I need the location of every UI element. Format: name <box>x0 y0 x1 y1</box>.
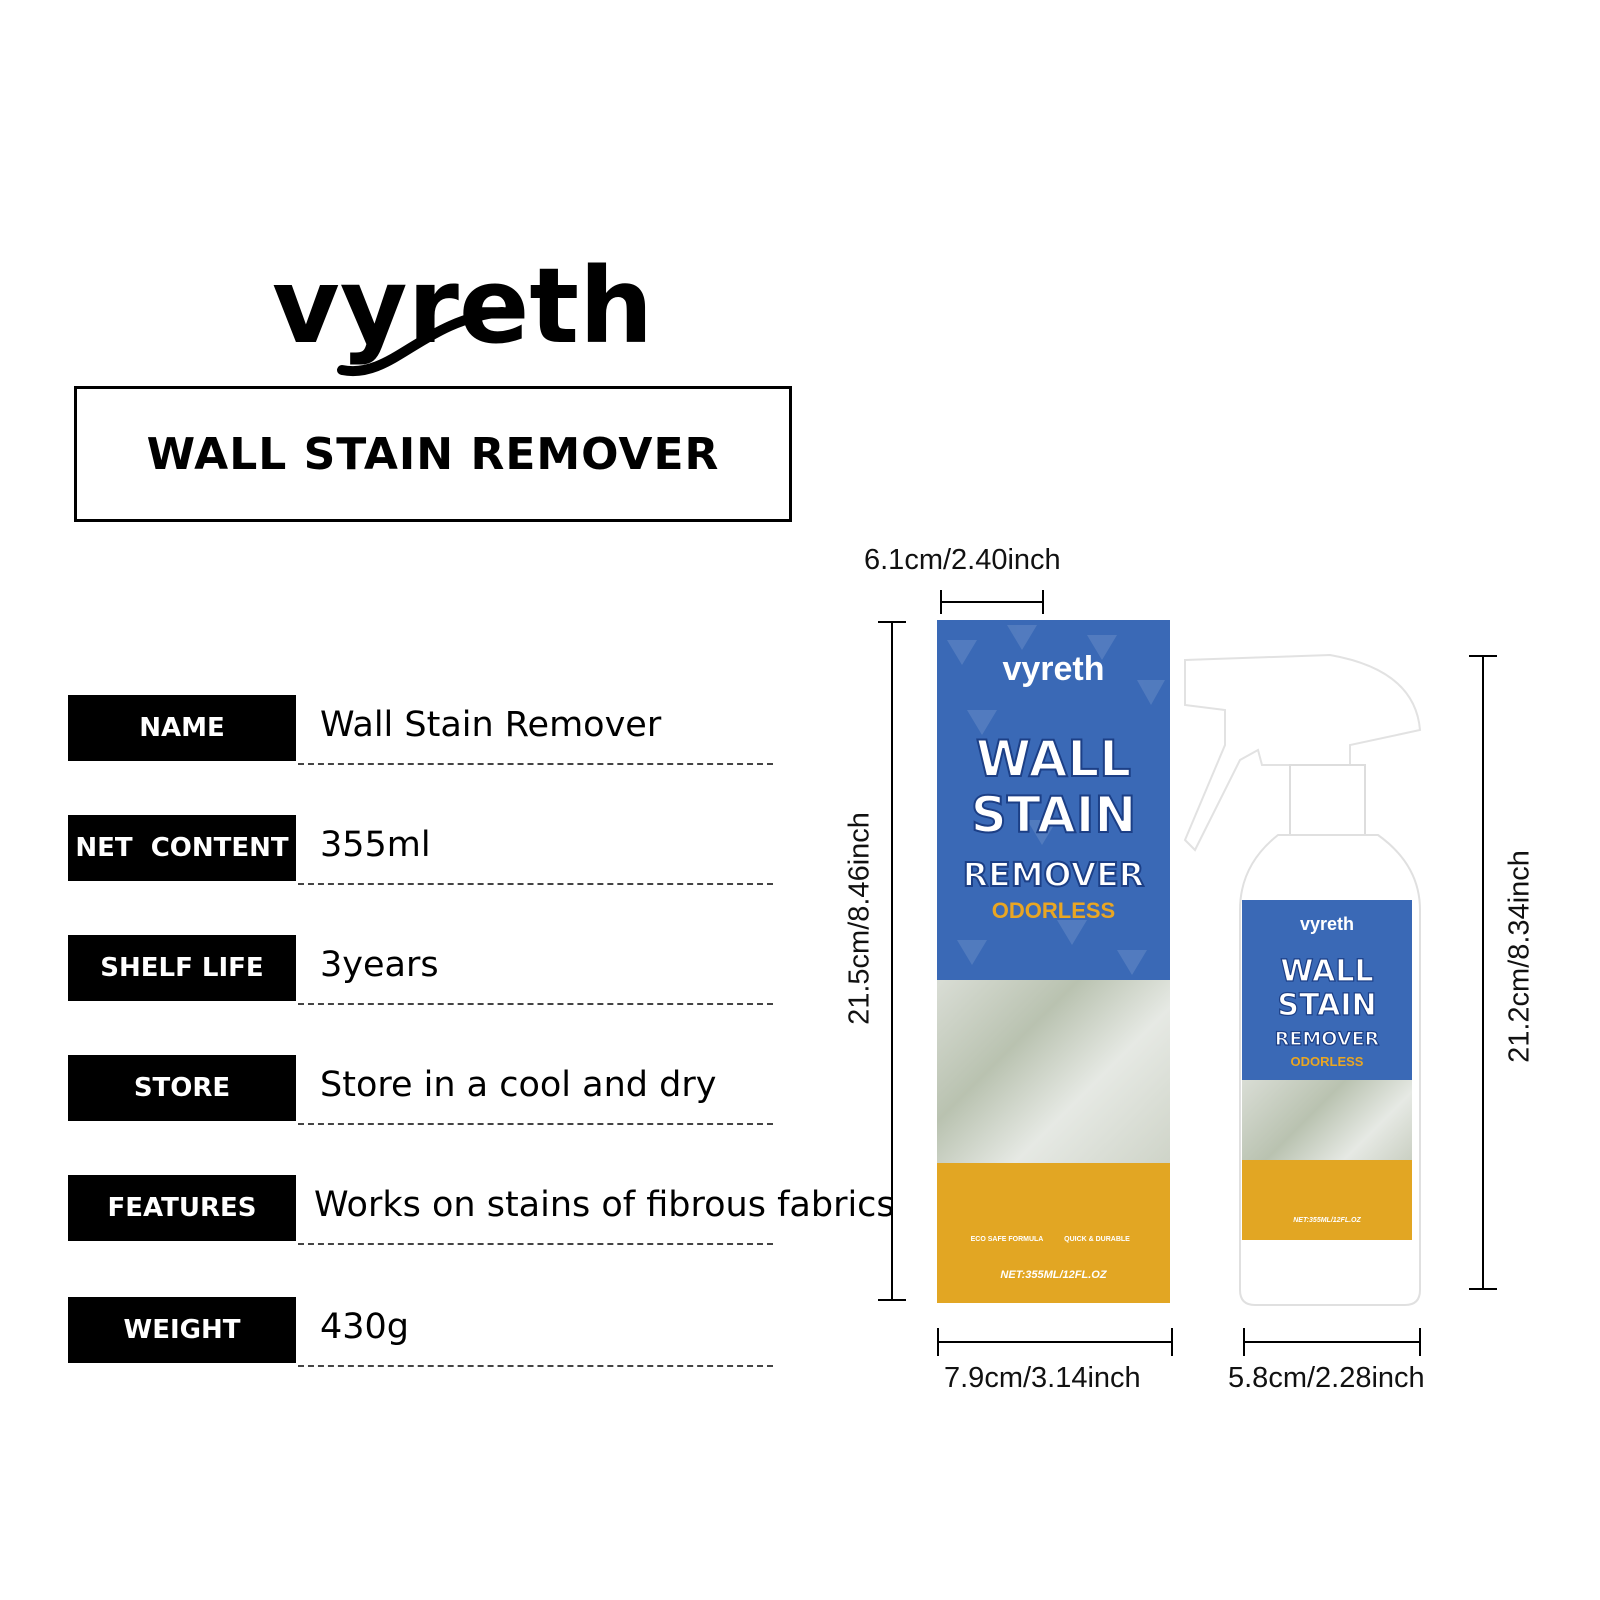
spec-label: NET CONTENT <box>68 815 296 881</box>
box-badge-quick: QUICK & DURABLE <box>1064 1236 1130 1243</box>
box-badge-eco: ECO SAFE FORMULA <box>970 1236 1044 1243</box>
spec-value: 355ml <box>320 825 431 865</box>
bottle-title-line1: WALL <box>1280 954 1374 989</box>
spec-row-features <box>68 1175 895 1245</box>
spec-row-name <box>68 695 773 765</box>
box-gold-band <box>937 1163 1170 1303</box>
spec-label: SHELF LIFE <box>68 935 296 1001</box>
product-box-image <box>937 620 1170 1303</box>
bottle-title-line3: REMOVER <box>1274 1028 1380 1050</box>
box-height-label: 21.5cm/8.46inch <box>843 812 876 1025</box>
spec-label: NAME <box>68 695 296 761</box>
spec-row-shelf-life <box>68 935 773 1005</box>
spec-label: STORE <box>68 1055 296 1121</box>
box-brand: vyreth <box>1002 650 1105 688</box>
dashed-divider <box>298 1003 773 1005</box>
dashed-divider <box>298 1365 773 1367</box>
bottle-label <box>1242 900 1412 1240</box>
spec-row-store <box>68 1055 773 1125</box>
spec-row-net-content <box>68 815 773 885</box>
bottle-height-label: 21.2cm/8.34inch <box>1503 850 1536 1063</box>
box-title-line1: WALL <box>975 730 1132 788</box>
dashed-divider <box>298 763 773 765</box>
spec-value: 430g <box>320 1307 410 1347</box>
box-net-content: NET:355ML/12FL.OZ <box>1000 1269 1107 1281</box>
spec-label: WEIGHT <box>68 1297 296 1363</box>
box-top-width-label: 6.1cm/2.40inch <box>864 544 1061 576</box>
dashed-divider <box>298 1123 773 1125</box>
spec-value: 3years <box>320 945 439 985</box>
spec-label: FEATURES <box>68 1175 296 1241</box>
box-title-line3: REMOVER <box>962 855 1145 894</box>
dashed-divider <box>298 1243 773 1245</box>
bottle-width-label: 5.8cm/2.28inch <box>1228 1362 1425 1394</box>
box-title-line2: STAIN <box>970 786 1137 844</box>
box-width-label: 7.9cm/3.14inch <box>944 1362 1141 1394</box>
box-tagline: ODORLESS <box>991 898 1116 923</box>
dashed-divider <box>298 883 773 885</box>
spec-row-weight <box>68 1297 773 1367</box>
brand-logo <box>272 245 654 390</box>
spray-bottle-image <box>1180 650 1430 1310</box>
page-title: WALL STAIN REMOVER <box>146 428 720 480</box>
bottle-tagline: ODORLESS <box>1290 1054 1364 1069</box>
spec-value: Store in a cool and dry <box>320 1065 717 1105</box>
bottle-net-content: NET:355ML/12FL.OZ <box>1293 1217 1361 1224</box>
bottle-title-line2: STAIN <box>1277 988 1377 1023</box>
brand-logo-art <box>272 245 654 390</box>
bottle-gold-band <box>1242 1160 1412 1240</box>
bottle-stain-photo <box>1242 1080 1412 1170</box>
title-box <box>74 386 792 522</box>
bottle-brand: vyreth <box>1299 914 1355 934</box>
spec-value: Works on stains of fibrous fabrics <box>314 1185 895 1225</box>
spec-value: Wall Stain Remover <box>320 705 662 745</box>
brand-logo-text: vyreth <box>272 245 654 367</box>
